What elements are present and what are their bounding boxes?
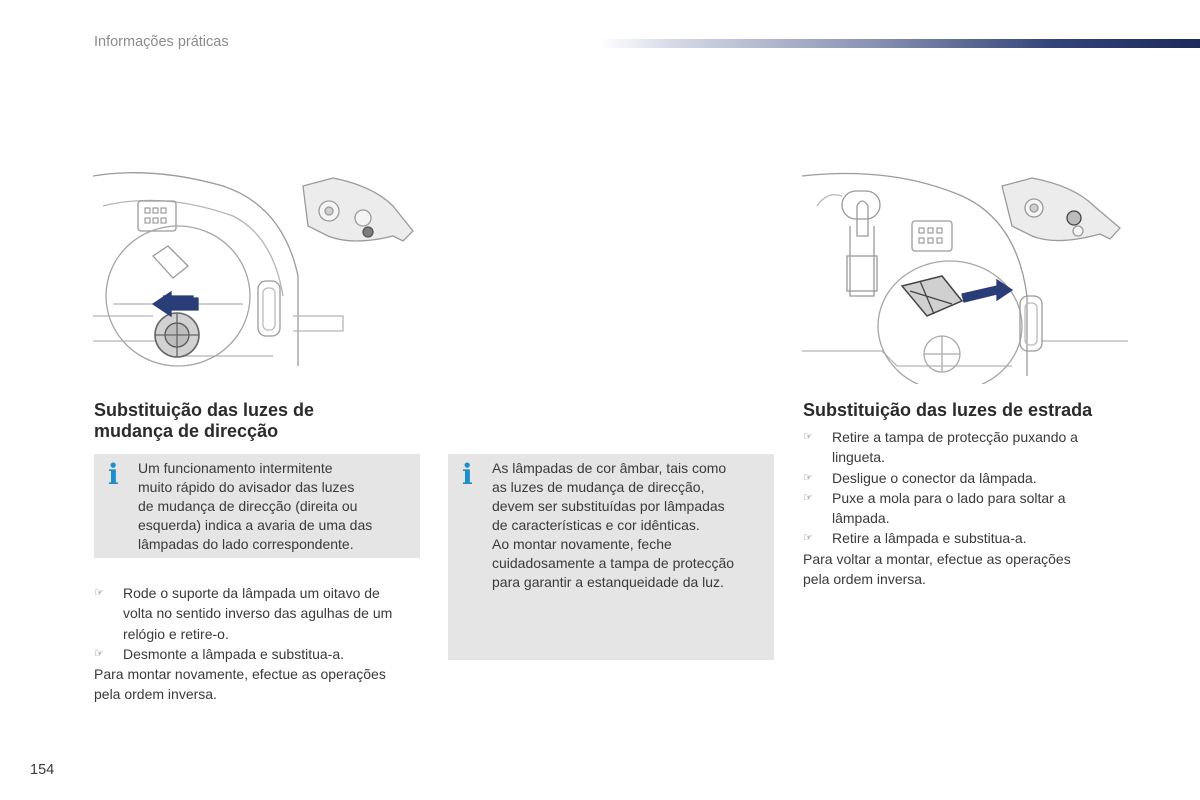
page-number: 154 bbox=[30, 762, 55, 778]
info-icon: i bbox=[462, 458, 473, 491]
list-item: ☞ Desmonte a lâmpada e substitua-a. bbox=[94, 644, 434, 664]
turn-signal-illustration bbox=[93, 166, 415, 384]
turn-signal-steps bbox=[94, 583, 434, 705]
pointing-hand-icon: ☞ bbox=[803, 531, 813, 545]
turn-signal-heading: Substituição das luzes de mudança de direcção bbox=[94, 400, 315, 441]
list-item: ☞ Retire a lâmpada e substitua-a. bbox=[803, 528, 1123, 548]
closing-note: Para montar novamente, efectue as operações pela ordem inversa. bbox=[94, 666, 386, 703]
main-beam-steps bbox=[803, 427, 1123, 589]
info-text: As lâmpadas de cor âmbar, tais como as luzes de mudança de direcção, devem ser substituídas por lâmpadas de características e cor idênticas. Ao montar novamente, feche cuidadosamente a tampa de protecção para garantir a estanqueidade da luz. bbox=[492, 460, 735, 590]
pointing-hand-icon: ☞ bbox=[94, 586, 104, 599]
main-beam-heading: Substituição das luzes de estrada bbox=[803, 400, 1093, 420]
pointing-hand-icon: ☞ bbox=[94, 646, 104, 660]
amber-bulb-info-box bbox=[448, 454, 774, 660]
pointing-hand-icon: ☞ bbox=[803, 470, 813, 484]
list-item: ☞ Puxe a mola para o lado para soltar a lâmpada. bbox=[803, 489, 1066, 527]
header-gradient-bar bbox=[600, 39, 1200, 48]
list-item: ☞ Rode o suporte da lâmpada um oitavo de volta no sentido inverso das agulhas de um relógio e retire-o. bbox=[94, 585, 393, 642]
pointing-hand-icon: ☞ bbox=[803, 430, 813, 443]
main-beam-illustration bbox=[802, 166, 1128, 384]
turn-signal-info-box bbox=[94, 454, 420, 558]
info-text: Um funcionamento intermitente muito rápido do avisador das luzes de mudança de direcção (direita ou esquerda) indica a avaria de uma das lâmpadas do lado correspondente. bbox=[138, 460, 373, 552]
closing-note: Para voltar a montar, efectue as operações pela ordem inversa. bbox=[803, 550, 1071, 588]
info-icon: i bbox=[108, 458, 119, 491]
section-title: Informações práticas bbox=[94, 34, 229, 50]
list-item: ☞ Desligue o conector da lâmpada. bbox=[803, 468, 1123, 488]
list-item: ☞ Retire a tampa de protecção puxando a lingueta. bbox=[803, 429, 1078, 466]
pointing-hand-icon: ☞ bbox=[803, 490, 813, 504]
